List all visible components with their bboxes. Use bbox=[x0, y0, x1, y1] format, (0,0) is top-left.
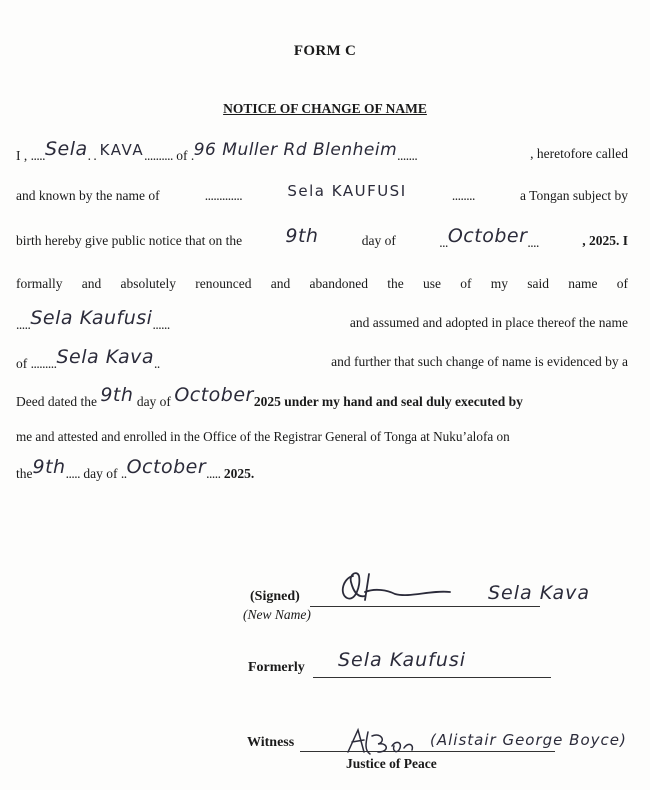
year-text: , 2025. I bbox=[582, 233, 628, 248]
deed-dated-text: Deed dated the bbox=[16, 394, 97, 409]
witness-label: Witness bbox=[247, 735, 295, 750]
witness-line bbox=[300, 751, 555, 752]
tongan-subject-text: a Tongan subject by bbox=[520, 188, 628, 203]
word-of: of bbox=[176, 148, 188, 163]
handwritten-new-name: Sela Kava bbox=[56, 346, 155, 368]
notice-on-text: birth hereby give public notice that on the bbox=[16, 233, 243, 248]
body-line-3: birth hereby give public notice that on the 9th day of ...October.... , 2025. I bbox=[16, 225, 628, 250]
handwritten-day-3: 9th bbox=[32, 456, 66, 478]
signed-label: (Signed) bbox=[250, 589, 300, 604]
body-line-5: .....Sela Kaufusi...... and assumed and adopted in place thereof the name bbox=[16, 307, 628, 332]
formerly-name-handwritten: Sela Kaufusi bbox=[338, 649, 467, 671]
new-name-label: (New Name) bbox=[243, 607, 311, 622]
justice-of-peace-label: Justice of Peace bbox=[346, 756, 437, 771]
body-line-1: I , .....Sela. . KAVA.......... of .96 Muller Rd Blenheim....... , heretofore called bbox=[16, 138, 628, 163]
handwritten-new-surname: KAVA bbox=[99, 141, 145, 159]
body-line-8: me and attested and enrolled in the Office of the Registrar General of Tonga at Nuku’alofa on bbox=[16, 429, 510, 444]
signed-name-handwritten: Sela Kava bbox=[488, 582, 591, 604]
assumed-text: and assumed and adopted in place thereof the name bbox=[349, 315, 628, 330]
day-of-text-3: day of bbox=[83, 466, 118, 481]
witness-signature-scribble bbox=[342, 726, 422, 758]
year-text-2: 2025. bbox=[223, 466, 255, 481]
notice-heading: NOTICE OF CHANGE OF NAME bbox=[223, 101, 427, 116]
day-of-text-2: day of bbox=[136, 394, 171, 409]
handwritten-day-2: 9th bbox=[100, 384, 134, 406]
new-name-signature-scribble bbox=[335, 568, 455, 608]
handwritten-day: 9th bbox=[285, 225, 319, 247]
witness-name-handwritten: (Alistair George Boyce) bbox=[430, 731, 627, 749]
evidenced-text: and further that such change of name is evidenced by a bbox=[331, 354, 628, 369]
handwritten-new-first-name: Sela bbox=[45, 138, 88, 160]
handwritten-month: October bbox=[447, 225, 528, 247]
word-of-2: of bbox=[16, 356, 28, 371]
executed-text: 2025 under my hand and seal duly executed by bbox=[253, 394, 523, 409]
word-the: the bbox=[16, 466, 33, 481]
known-by-text: and known by the name of bbox=[16, 188, 160, 203]
body-line-9: the9th..... day of ..October..... 2025. bbox=[16, 456, 255, 481]
formerly-label: Formerly bbox=[248, 660, 305, 675]
body-line-6: of .........Sela Kava.. and further that such change of name is evidenced by a bbox=[16, 346, 628, 371]
handwritten-month-3: October bbox=[126, 456, 207, 478]
day-of-text: day of bbox=[361, 233, 396, 248]
handwritten-address: 96 Muller Rd Blenheim bbox=[193, 140, 398, 160]
heretofore-text: , heretofore called bbox=[530, 146, 628, 161]
formerly-line bbox=[313, 677, 551, 678]
handwritten-former-name: Sela KAUFUSI bbox=[287, 182, 407, 200]
handwritten-month-2: October bbox=[174, 384, 254, 406]
handwritten-former-name-2: Sela Kaufusi bbox=[30, 307, 153, 329]
body-line-4: formally and absolutely renounced and abandoned the use of my said name of bbox=[16, 276, 628, 291]
body-line-2: and known by the name of ............. Sela KAUFUSI ........ a Tongan subject by bbox=[16, 182, 628, 203]
form-title: FORM C bbox=[293, 43, 357, 59]
pronoun-i: I , bbox=[16, 148, 28, 163]
